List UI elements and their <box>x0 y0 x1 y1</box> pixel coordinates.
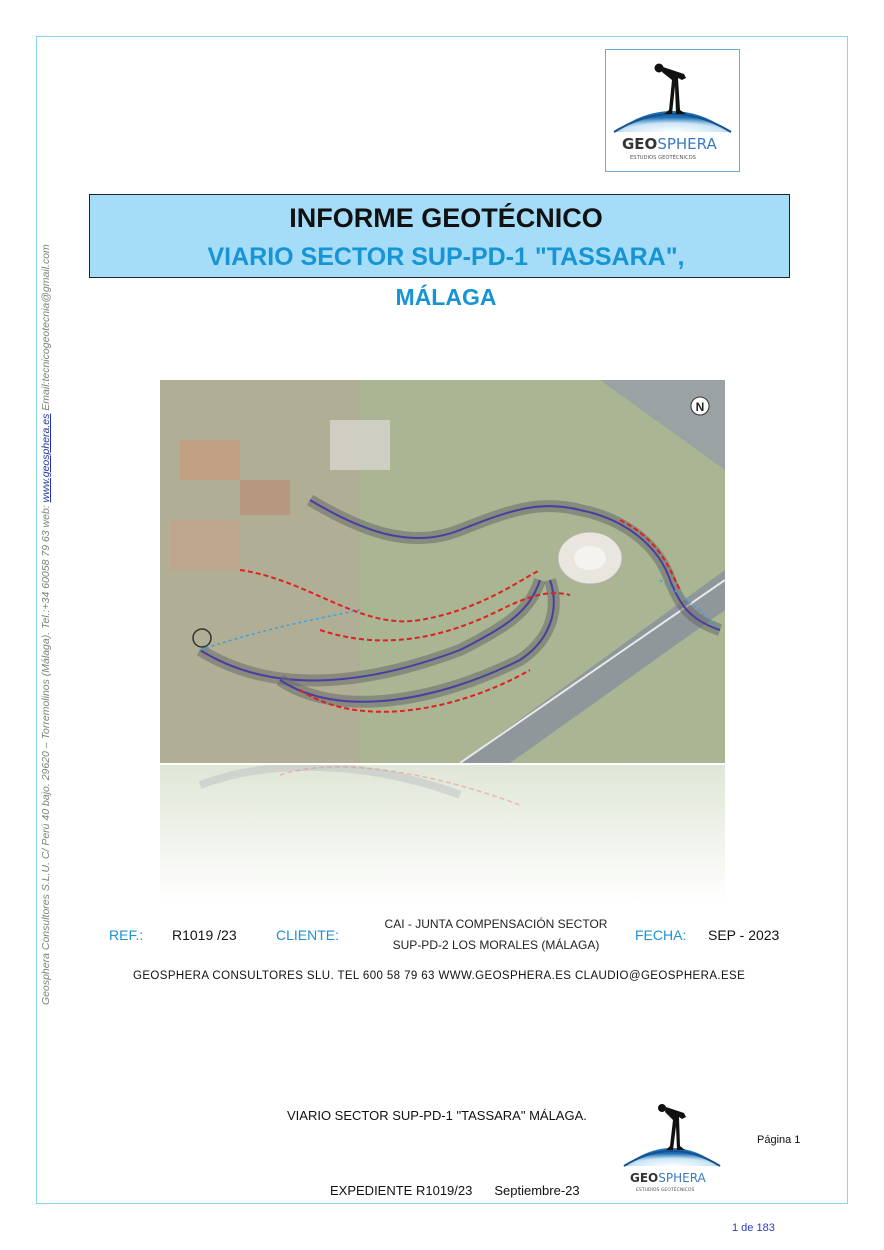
footer-project: VIARIO SECTOR SUP-PD-1 "TASSARA" MÁLAGA. <box>287 1108 587 1123</box>
ref-label: REF.: <box>109 927 144 943</box>
map-reflection <box>160 765 725 903</box>
company-contact-line: GEOSPHERA CONSULTORES SLU. TEL 600 58 79 63 WWW.GEOSPHERA.ES CLAUDIO@GEOSPHERA.ESE <box>133 970 746 982</box>
date-label: FECHA: <box>635 927 687 943</box>
client-line-2: SUP-PD-2 LOS MORALES (MÁLAGA) <box>392 938 600 952</box>
footer-page-label: Página 1 <box>757 1134 801 1146</box>
north-label: N <box>695 400 705 414</box>
footer-logo <box>622 1100 722 1195</box>
sidebar-address: Geosphera Consultores S.L.U. C/ Perú 40 bajo. 29620 – Torremolinos (Málaga). Tel.:+34 60058 79 63 web: <box>40 502 52 1005</box>
client-value <box>378 914 614 956</box>
north-arrow-icon <box>691 397 709 415</box>
logo-brand: GEOSPHERA <box>622 135 717 153</box>
report-location: MÁLAGA <box>395 284 497 310</box>
date-value: SEP - 2023 <box>708 927 780 943</box>
footer-logo-tagline: ESTUDIOS GEOTÉCNICOS <box>636 1188 695 1193</box>
client-label: CLIENTE: <box>276 927 340 943</box>
bowing-figure-icon <box>665 1107 686 1150</box>
ref-value: R1019 /23 <box>172 927 237 943</box>
footer-expediente: EXPEDIENTE R1019/23 <box>330 1183 473 1198</box>
client-line-1: CAI - JUNTA COMPENSACIÓN SECTOR <box>384 917 608 931</box>
aerial-site-map <box>160 380 725 763</box>
logo-tagline: ESTUDIOS GEOTÉCNICOS <box>630 155 696 161</box>
bowing-figure-on-globe-icon <box>606 50 739 171</box>
sidebar-contact-text <box>40 244 52 1005</box>
page-counter: 1 de 183 <box>732 1222 775 1234</box>
report-title: INFORME GEOTÉCNICO <box>289 203 603 233</box>
footer-expediente-row <box>330 1183 580 1198</box>
website-link[interactable]: www.geosphera.es <box>40 413 52 503</box>
footer-date: Septiembre-23 <box>494 1183 580 1198</box>
sidebar-email: Email:tecnicogeotecnia@gmail.com <box>40 244 52 414</box>
report-subtitle: VIARIO SECTOR SUP-PD-1 "TASSARA", <box>207 243 685 271</box>
footer-logo-brand: GEOSPHERA <box>630 1171 706 1185</box>
geosphera-logo <box>605 49 740 172</box>
